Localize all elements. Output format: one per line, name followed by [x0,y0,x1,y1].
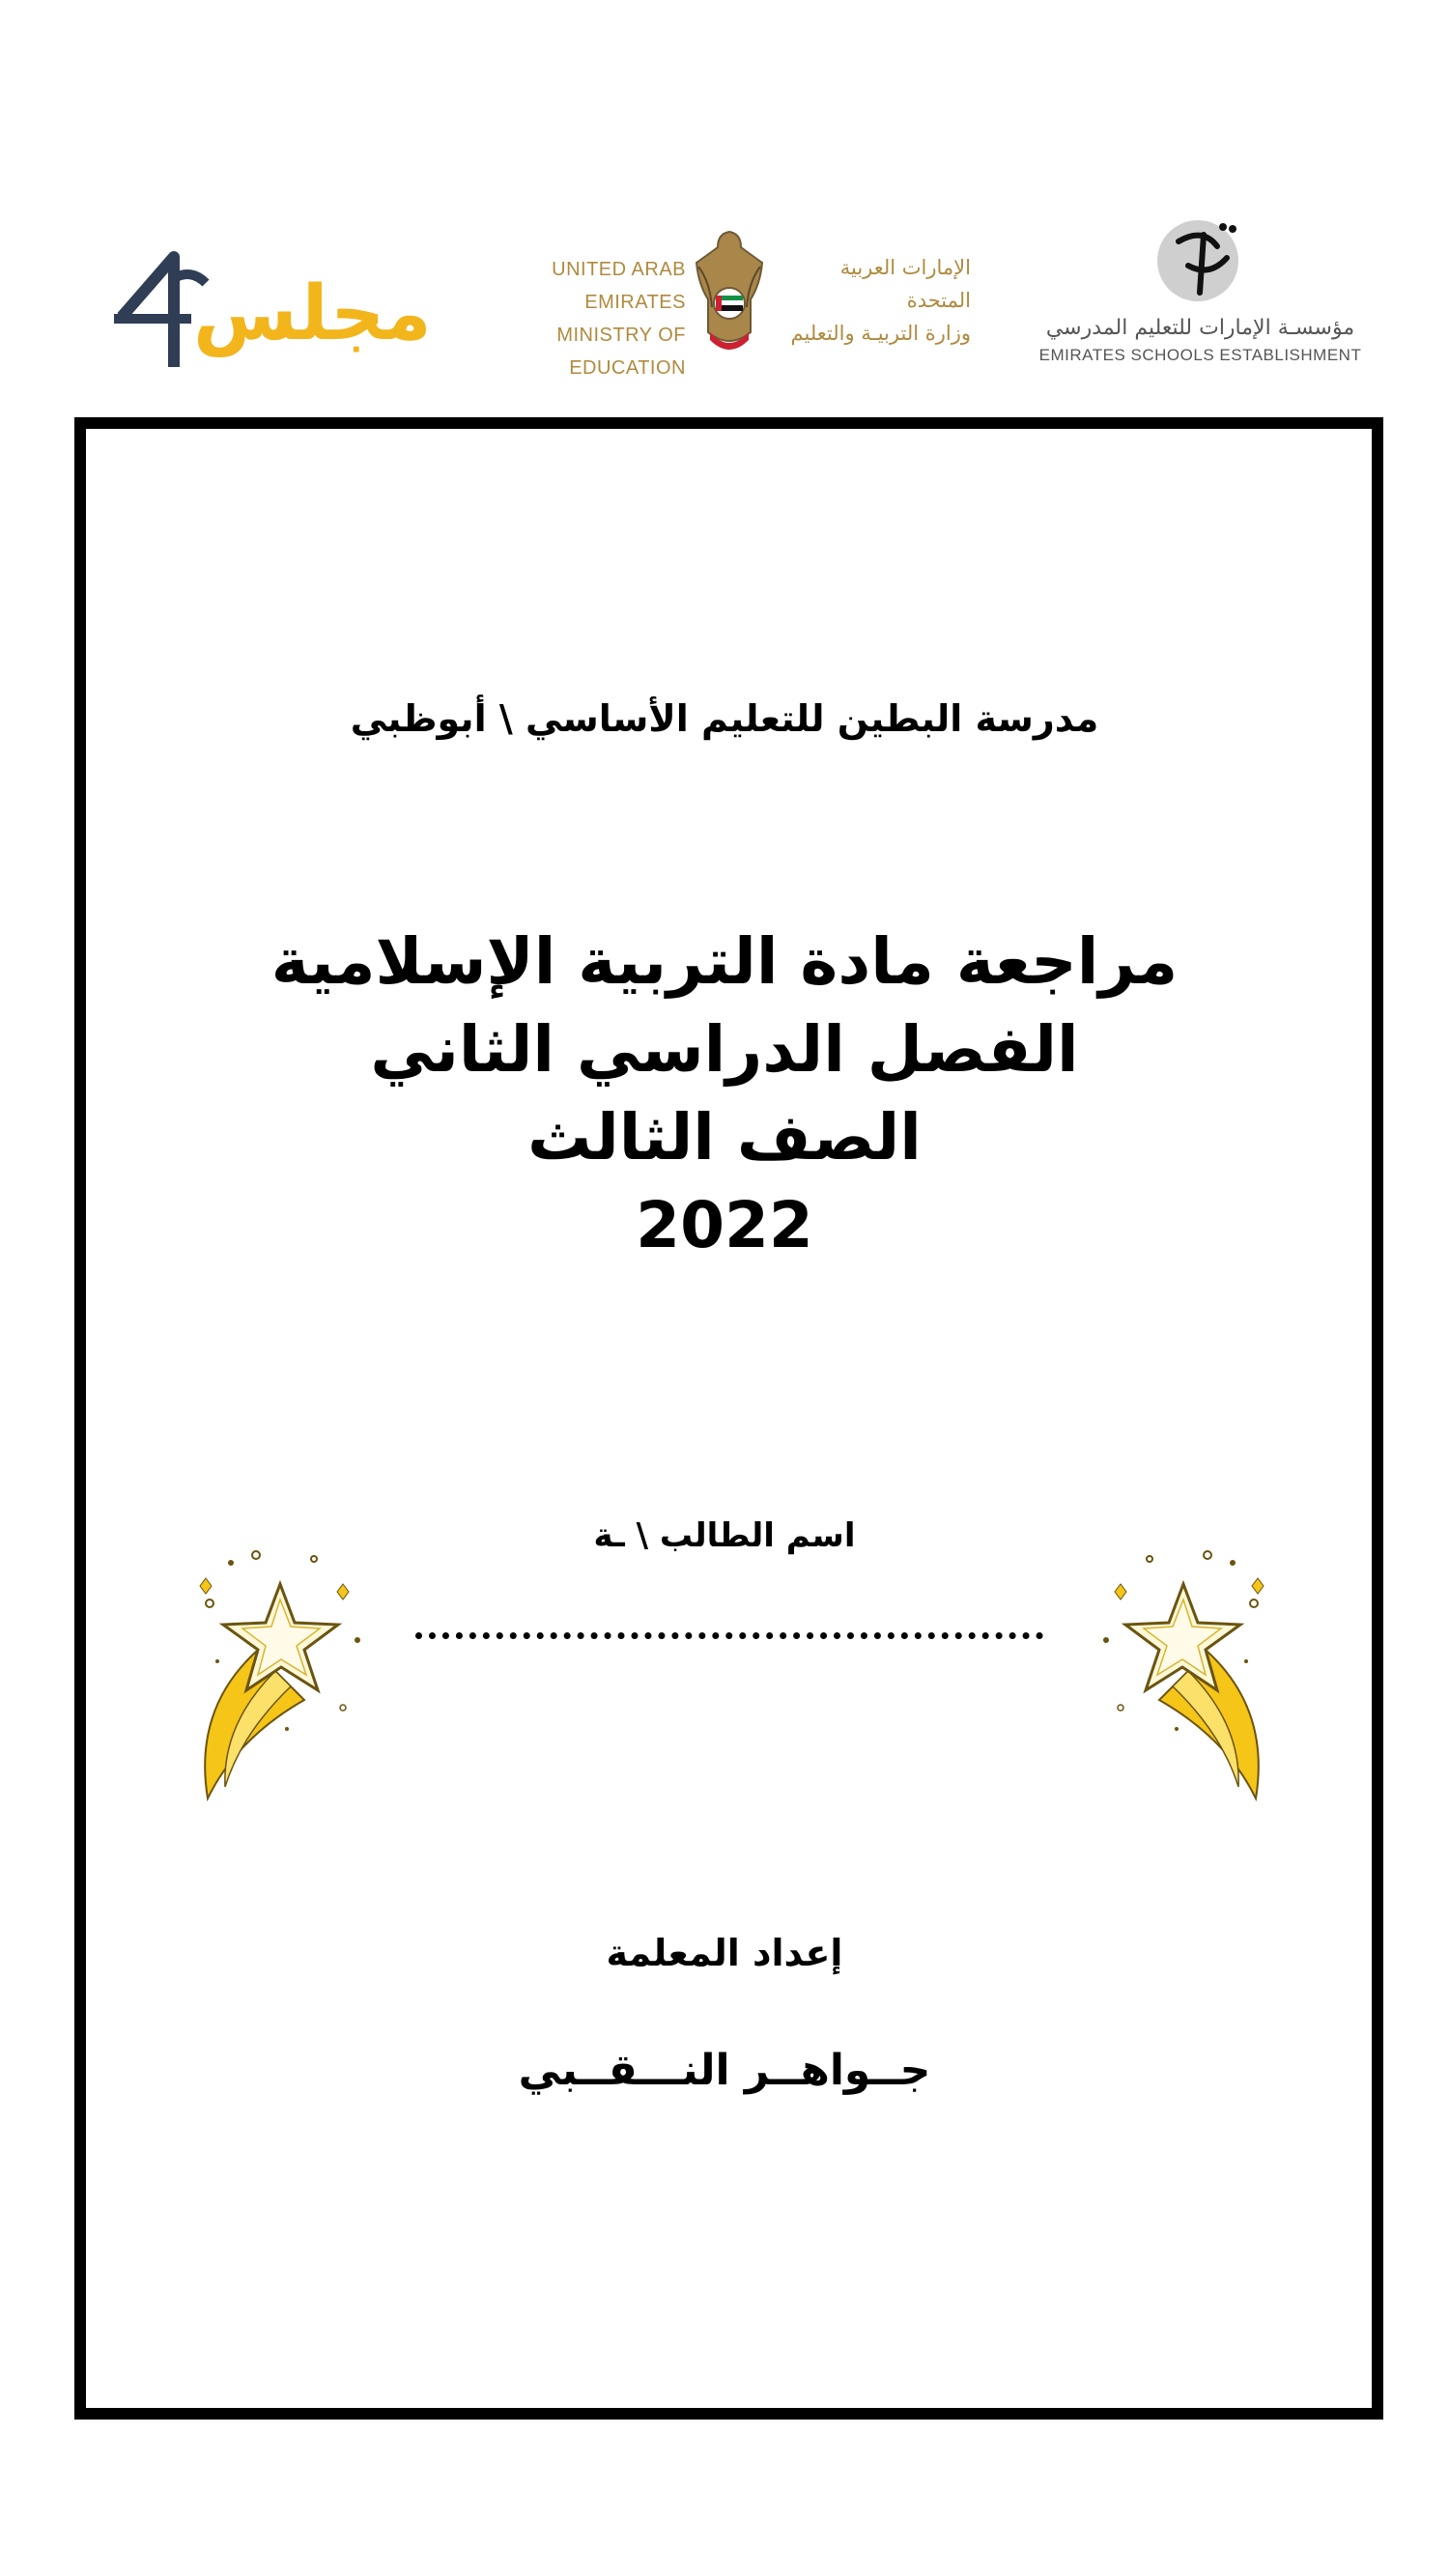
ese-logo [1034,208,1367,372]
taaleem-mark-icon [1034,208,1367,314]
ese-english-name: EMIRATES SCHOOLS ESTABLISHMENT [1038,346,1362,364]
shooting-star-right-icon [1092,1545,1265,1806]
ese-arabic-name: مؤسسـة الإمارات للتعليم المدرسي [1045,316,1355,340]
majlis-logo [114,240,432,375]
title-semester: الفصل الدراسي الثاني [370,1012,1079,1088]
majlis-logo-text: مجلس [193,270,432,357]
title-block [0,918,1449,1269]
uae-eagle-emblem-icon [691,224,768,359]
moe-arabic-name: الإمارات العربية المتحدة وزارة التربيـة والتعليم [790,256,971,345]
prepared-by-label: إعداد المعلمة [606,1932,843,1974]
teacher-name: جــواهــر النـــقــبي [518,2046,931,2095]
shooting-star-left-icon [198,1545,372,1806]
student-name-line[interactable] [415,1632,1043,1639]
moe-english-name: UNITED ARAB EMIRATES MINISTRY OF EDUCATION [552,259,686,379]
moe-logo [483,224,976,379]
title-subject: مراجعة مادة التربية الإسلامية [270,924,1179,999]
student-name-label: اسم الطالب \ ـة [593,1516,856,1555]
school-name: مدرسة البطين للتعليم الأساسي \ أبوظبي [350,697,1099,740]
title-grade: الصف الثالث [527,1100,922,1175]
title-year: 2022 [636,1188,813,1263]
